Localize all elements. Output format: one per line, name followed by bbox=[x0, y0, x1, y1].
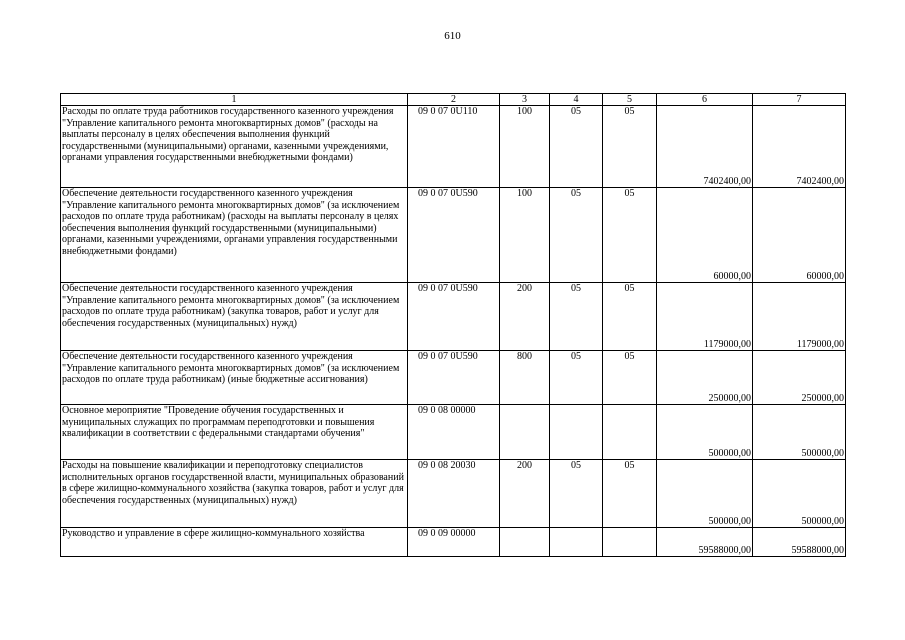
row-description: Обеспечение деятельности государственного казенного учреждения "Управление капитального ремонта многоквартирных домов" (за исключением расходов по оплате труда работникам) (иные бюджетные ассигнования) bbox=[61, 351, 408, 405]
row-amount-6: 59588000,00 bbox=[657, 528, 753, 557]
row-col5: 05 bbox=[603, 283, 657, 351]
row-amount-6: 60000,00 bbox=[657, 188, 753, 283]
row-col4: 05 bbox=[550, 283, 603, 351]
row-col3 bbox=[500, 405, 550, 460]
row-description: Основное мероприятие "Проведение обучения государственных и муниципальных служащих по программам переподготовки и повышения квалификации в соответствии с федеральными стандартами обучения" bbox=[61, 405, 408, 460]
column-header: 4 bbox=[550, 94, 603, 106]
row-col4: 05 bbox=[550, 351, 603, 405]
row-code: 09 0 08 00000 bbox=[408, 405, 500, 460]
row-col3 bbox=[500, 528, 550, 557]
table-row bbox=[61, 528, 846, 557]
row-col3: 200 bbox=[500, 460, 550, 528]
table-row bbox=[61, 405, 846, 460]
row-col5: 05 bbox=[603, 106, 657, 188]
row-description: Руководство и управление в сфере жилищно-коммунального хозяйства bbox=[61, 528, 408, 557]
row-amount-7: 250000,00 bbox=[753, 351, 846, 405]
row-col5: 05 bbox=[603, 460, 657, 528]
row-code: 09 0 07 0U590 bbox=[408, 351, 500, 405]
table-row bbox=[61, 106, 846, 188]
row-col4: 05 bbox=[550, 106, 603, 188]
row-col4: 05 bbox=[550, 460, 603, 528]
row-amount-6: 500000,00 bbox=[657, 460, 753, 528]
row-col4: 05 bbox=[550, 188, 603, 283]
row-col4 bbox=[550, 405, 603, 460]
row-code: 09 0 08 20030 bbox=[408, 460, 500, 528]
row-col3: 200 bbox=[500, 283, 550, 351]
row-col3: 800 bbox=[500, 351, 550, 405]
column-header: 3 bbox=[500, 94, 550, 106]
row-amount-7: 500000,00 bbox=[753, 460, 846, 528]
row-code: 09 0 07 0U590 bbox=[408, 188, 500, 283]
row-col5 bbox=[603, 528, 657, 557]
row-amount-6: 1179000,00 bbox=[657, 283, 753, 351]
row-amount-7: 60000,00 bbox=[753, 188, 846, 283]
row-col3: 100 bbox=[500, 188, 550, 283]
row-amount-7: 500000,00 bbox=[753, 405, 846, 460]
row-amount-7: 7402400,00 bbox=[753, 106, 846, 188]
header-row bbox=[61, 94, 846, 106]
column-header: 7 bbox=[753, 94, 846, 106]
row-description: Расходы по оплате труда работников государственного казенного учреждения "Управление капитального ремонта многоквартирных домов" (расходы на выплаты персоналу в целях обеспечения выполнения функций государственными (муниципальными) органами, казенными учреждениями, органами управления государственными внебюджетными фондами) bbox=[61, 106, 408, 188]
row-code: 09 0 09 00000 bbox=[408, 528, 500, 557]
row-col5 bbox=[603, 405, 657, 460]
row-amount-7: 1179000,00 bbox=[753, 283, 846, 351]
row-code: 09 0 07 0U590 bbox=[408, 283, 500, 351]
budget-table bbox=[60, 93, 846, 557]
column-header: 6 bbox=[657, 94, 753, 106]
table-row bbox=[61, 460, 846, 528]
table-row bbox=[61, 351, 846, 405]
table-row bbox=[61, 188, 846, 283]
column-header: 5 bbox=[603, 94, 657, 106]
row-col4 bbox=[550, 528, 603, 557]
row-amount-6: 7402400,00 bbox=[657, 106, 753, 188]
row-col3: 100 bbox=[500, 106, 550, 188]
column-header: 2 bbox=[408, 94, 500, 106]
column-header: 1 bbox=[61, 94, 408, 106]
row-amount-7: 59588000,00 bbox=[753, 528, 846, 557]
row-description: Обеспечение деятельности государственного казенного учреждения "Управление капитального ремонта многоквартирных домов" (за исключением расходов по оплате труда работникам) (расходы на выплаты персоналу в целях обеспечения выполнения функций государственными (муниципальными) органами, казенными учреждениями, органами управления государственными внебюджетными фондами) bbox=[61, 188, 408, 283]
row-col5: 05 bbox=[603, 188, 657, 283]
row-description: Расходы на повышение квалификации и переподготовку специалистов исполнительных органов государственной власти, муниципальных образований в сфере жилищно-коммунального хозяйства (закупка товаров, работ и услуг для обеспечения государственных (муниципальных) нужд) bbox=[61, 460, 408, 528]
table-row bbox=[61, 283, 846, 351]
row-amount-6: 250000,00 bbox=[657, 351, 753, 405]
page-number: 610 bbox=[444, 30, 461, 42]
row-col5: 05 bbox=[603, 351, 657, 405]
row-code: 09 0 07 0U110 bbox=[408, 106, 500, 188]
row-amount-6: 500000,00 bbox=[657, 405, 753, 460]
row-description: Обеспечение деятельности государственного казенного учреждения "Управление капитального ремонта многоквартирных домов" (за исключением расходов по оплате труда работникам) (закупка товаров, работ и услуг для обеспечения государственных (муниципальных) нужд) bbox=[61, 283, 408, 351]
